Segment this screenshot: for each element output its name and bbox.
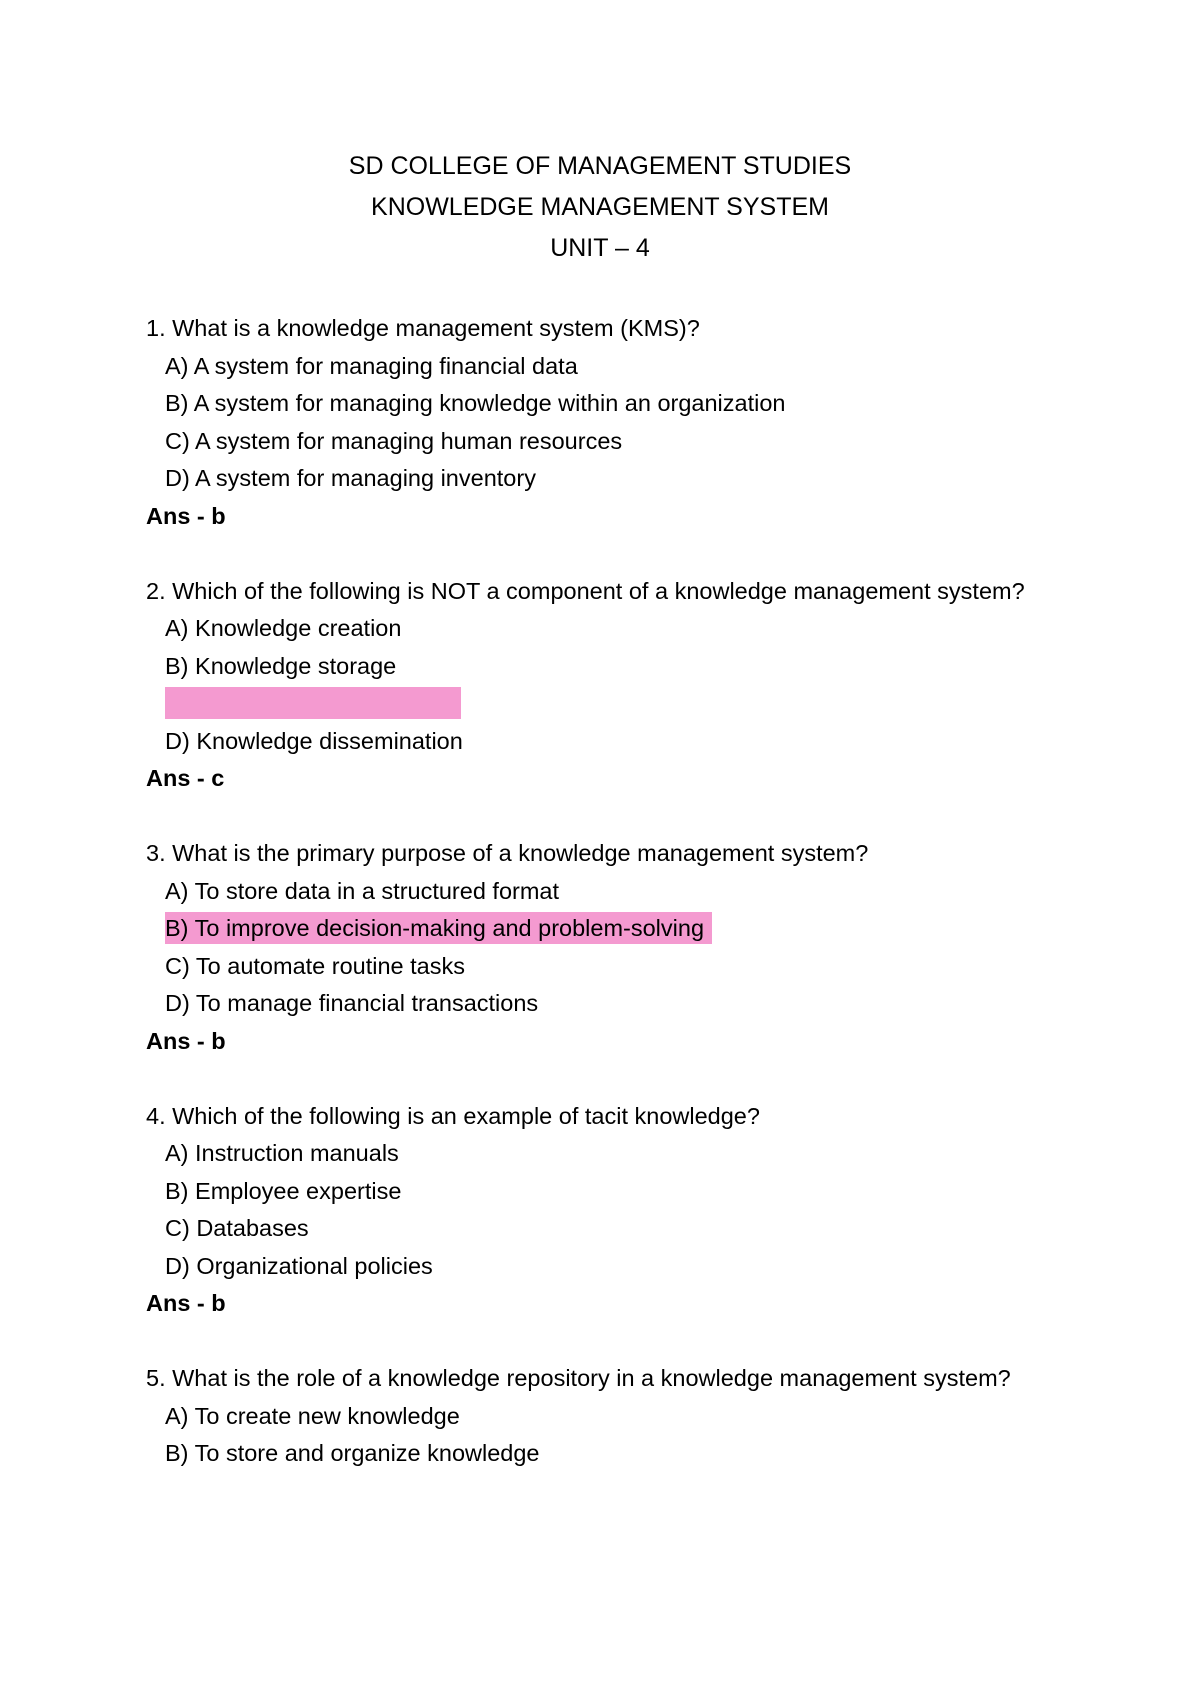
option-a: A) Instruction manuals [165, 1140, 399, 1166]
question-text: 5. What is the role of a knowledge repository in a knowledge management system? [146, 1365, 1011, 1391]
question-5 [146, 1360, 1066, 1473]
unit-title: UNIT – 4 [550, 234, 650, 262]
answer-label: Ans - b [146, 1027, 226, 1054]
document-header [0, 146, 1200, 269]
question-4 [146, 1098, 1066, 1323]
option-b: B) Knowledge storage [165, 652, 397, 679]
option-c: C) A system for managing human resources [165, 427, 623, 454]
option-b: B) Employee expertise [165, 1177, 402, 1204]
option-d: D) Knowledge dissemination [165, 727, 463, 754]
option-d: D) To manage financial transactions [165, 990, 539, 1016]
option-a: A) Knowledge creation [165, 615, 402, 641]
question-3 [146, 835, 1066, 1060]
question-text: 4. Which of the following is an example of tacit knowledge? [146, 1102, 760, 1129]
option-a: A) To store data in a structured format [165, 877, 560, 904]
question-text: 3. What is the primary purpose of a knowledge management system? [146, 840, 869, 866]
option-d: D) A system for managing inventory [165, 465, 536, 491]
answer-label: Ans - b [146, 1290, 226, 1316]
question-text: 2. Which of the following is NOT a component of a knowledge management system? [146, 577, 1025, 604]
question-list [146, 310, 1066, 1510]
question-1 [146, 310, 1066, 535]
option-c: C) Databases [165, 1215, 309, 1241]
question-2 [146, 573, 1066, 798]
option-c-highlight-blank [146, 685, 1066, 723]
course-title: KNOWLEDGE MANAGEMENT SYSTEM [371, 193, 829, 221]
college-title: SD COLLEGE OF MANAGEMENT STUDIES [348, 152, 852, 180]
option-d: D) Organizational policies [165, 1252, 433, 1279]
answer-label: Ans - c [146, 765, 225, 791]
option-a: A) A system for managing financial data [165, 352, 578, 379]
answer-label: Ans - b [146, 502, 226, 529]
option-b: B) A system for managing knowledge within an organization [165, 390, 786, 416]
option-a: A) To create new knowledge [165, 1402, 460, 1429]
option-c: C) To automate routine tasks [165, 952, 465, 979]
option-b-highlighted: B) To improve decision-making and problem-solving [146, 910, 1066, 948]
option-b: B) To store and organize knowledge [165, 1440, 540, 1466]
question-text: 1. What is a knowledge management system (KMS)? [146, 315, 700, 341]
